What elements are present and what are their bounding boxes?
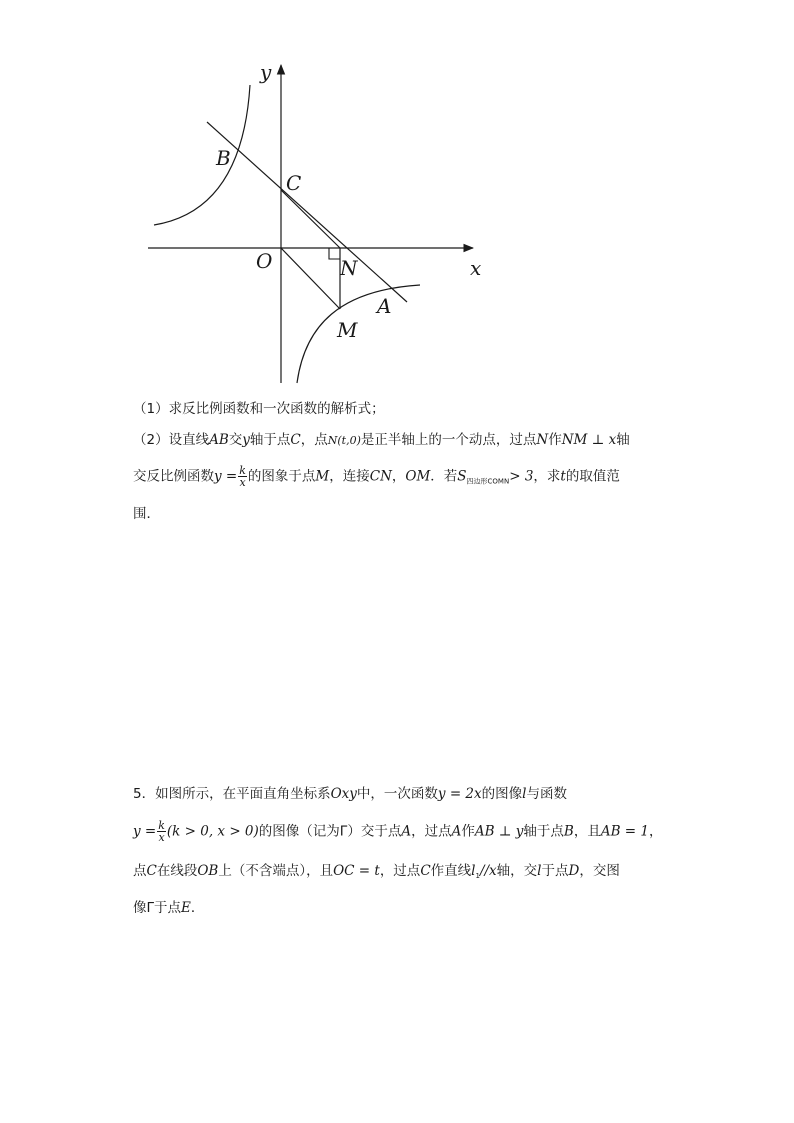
math-a: A <box>401 823 412 840</box>
label-origin: O <box>256 249 273 273</box>
math-condition: (k > 0, x > 0) <box>166 823 259 840</box>
math-ob: OB <box>197 863 219 879</box>
text: ， <box>648 823 663 840</box>
math-ab-eq: AB = 1 <box>600 823 649 840</box>
figure-svg <box>140 55 490 390</box>
text: 5．如图所示，在平面直角坐标系 <box>133 786 331 802</box>
p5-line3 <box>133 861 620 886</box>
text: ， <box>391 468 406 485</box>
math-a: A <box>451 823 462 840</box>
math-l: l <box>522 786 527 802</box>
math-parallel: //x <box>479 863 497 879</box>
math-c: C <box>420 863 431 879</box>
p5-line1 <box>133 784 567 804</box>
math-y-eq: y = <box>214 468 238 485</box>
text: 的图像 <box>481 786 523 802</box>
text: ． <box>190 900 205 916</box>
math-c: C <box>290 432 301 448</box>
math-y-eq-2x: y = 2x <box>437 786 482 802</box>
text: 与函数 <box>526 786 567 802</box>
text: 交 <box>228 432 243 448</box>
right-angle-mark <box>329 248 340 259</box>
text: 轴于点 <box>249 432 291 448</box>
text: 的取值范 <box>565 468 620 485</box>
math-e: E <box>181 900 191 916</box>
label-point-n: N <box>340 256 358 280</box>
text: ，点 <box>300 432 328 448</box>
math-ab: AB <box>209 432 229 448</box>
text: 轴，交 <box>496 863 538 879</box>
label-x-axis: x <box>470 256 482 280</box>
math-ab-perp: AB ⊥ y <box>474 823 524 840</box>
p4-part1: （1）求反比例函数和一次函数的解析式； <box>133 401 385 417</box>
math-oxy: Oxy <box>330 786 357 802</box>
label-point-b: B <box>216 146 231 170</box>
p4-line3: 围． <box>133 506 160 522</box>
math-t: t <box>560 468 566 485</box>
frac-den: x <box>239 476 246 489</box>
math-y: y <box>242 432 250 448</box>
hyperbola-upper-left <box>154 85 250 225</box>
frac-den: x <box>158 831 165 844</box>
text: ，且 <box>573 823 601 840</box>
text: ，过点 <box>379 863 421 879</box>
hyperbola-lower-right <box>297 285 420 383</box>
text: 上（不含端点），且 <box>218 863 334 879</box>
segment-cn <box>281 190 340 248</box>
math-s-subscript: 四边形COMN <box>466 477 510 486</box>
text: （2）设直线 <box>133 432 210 448</box>
label-point-a: A <box>377 294 392 318</box>
frac-num: k <box>239 464 246 477</box>
text: ．若 <box>430 468 458 485</box>
math-l1: l <box>471 863 476 879</box>
text: ，求 <box>533 468 561 485</box>
text: ，交图 <box>579 863 620 879</box>
text: 轴 <box>616 432 630 448</box>
math-d: D <box>568 863 580 879</box>
frac-num: k <box>158 819 165 832</box>
p4-line2 <box>133 465 620 492</box>
fraction-k-over-x <box>238 465 247 488</box>
text: 作直线 <box>430 863 472 879</box>
math-cn: CN <box>369 468 392 485</box>
math-om: OM <box>405 468 431 485</box>
math-s: S <box>457 468 467 485</box>
label-point-c: C <box>286 171 302 195</box>
text: 作 <box>548 432 562 448</box>
fraction-k-over-x <box>157 820 166 843</box>
text: ，连接 <box>329 468 370 485</box>
math-n-point: N(t,0) <box>327 434 361 447</box>
math-c: C <box>146 863 157 879</box>
text: 作 <box>461 823 475 840</box>
text: 轴于点 <box>523 823 564 840</box>
text: 的图像（记为Γ）交于点 <box>258 823 402 840</box>
label-y-axis: y <box>260 60 272 84</box>
math-n: N <box>536 432 549 448</box>
text: 点 <box>133 863 147 879</box>
text: 是正半轴上的一个动点，过点 <box>360 432 537 448</box>
text: 像Γ于点 <box>133 900 182 916</box>
text: 于点 <box>541 863 569 879</box>
math-l1-subscript: 1 <box>475 872 480 880</box>
math-l: l <box>537 863 542 879</box>
text: ，过点 <box>411 823 452 840</box>
label-point-m: M <box>337 318 358 342</box>
math-y-eq: y = <box>133 823 157 840</box>
math-oc-eq: OC = t <box>333 863 380 879</box>
math-nm-perp: NM ⊥ x <box>561 432 617 448</box>
coordinate-figure <box>140 55 490 390</box>
p5-line2 <box>133 820 662 843</box>
text: 的图象于点 <box>247 468 316 485</box>
text: 在线段 <box>156 863 198 879</box>
math-gt: > 3 <box>509 468 534 485</box>
p4-part2 <box>133 430 630 451</box>
segment-om <box>281 248 340 309</box>
text: 交反比例函数 <box>133 468 214 485</box>
text: 中，一次函数 <box>356 786 438 802</box>
math-b: B <box>563 823 574 840</box>
math-m: M <box>315 468 330 485</box>
p5-line4 <box>133 898 204 918</box>
